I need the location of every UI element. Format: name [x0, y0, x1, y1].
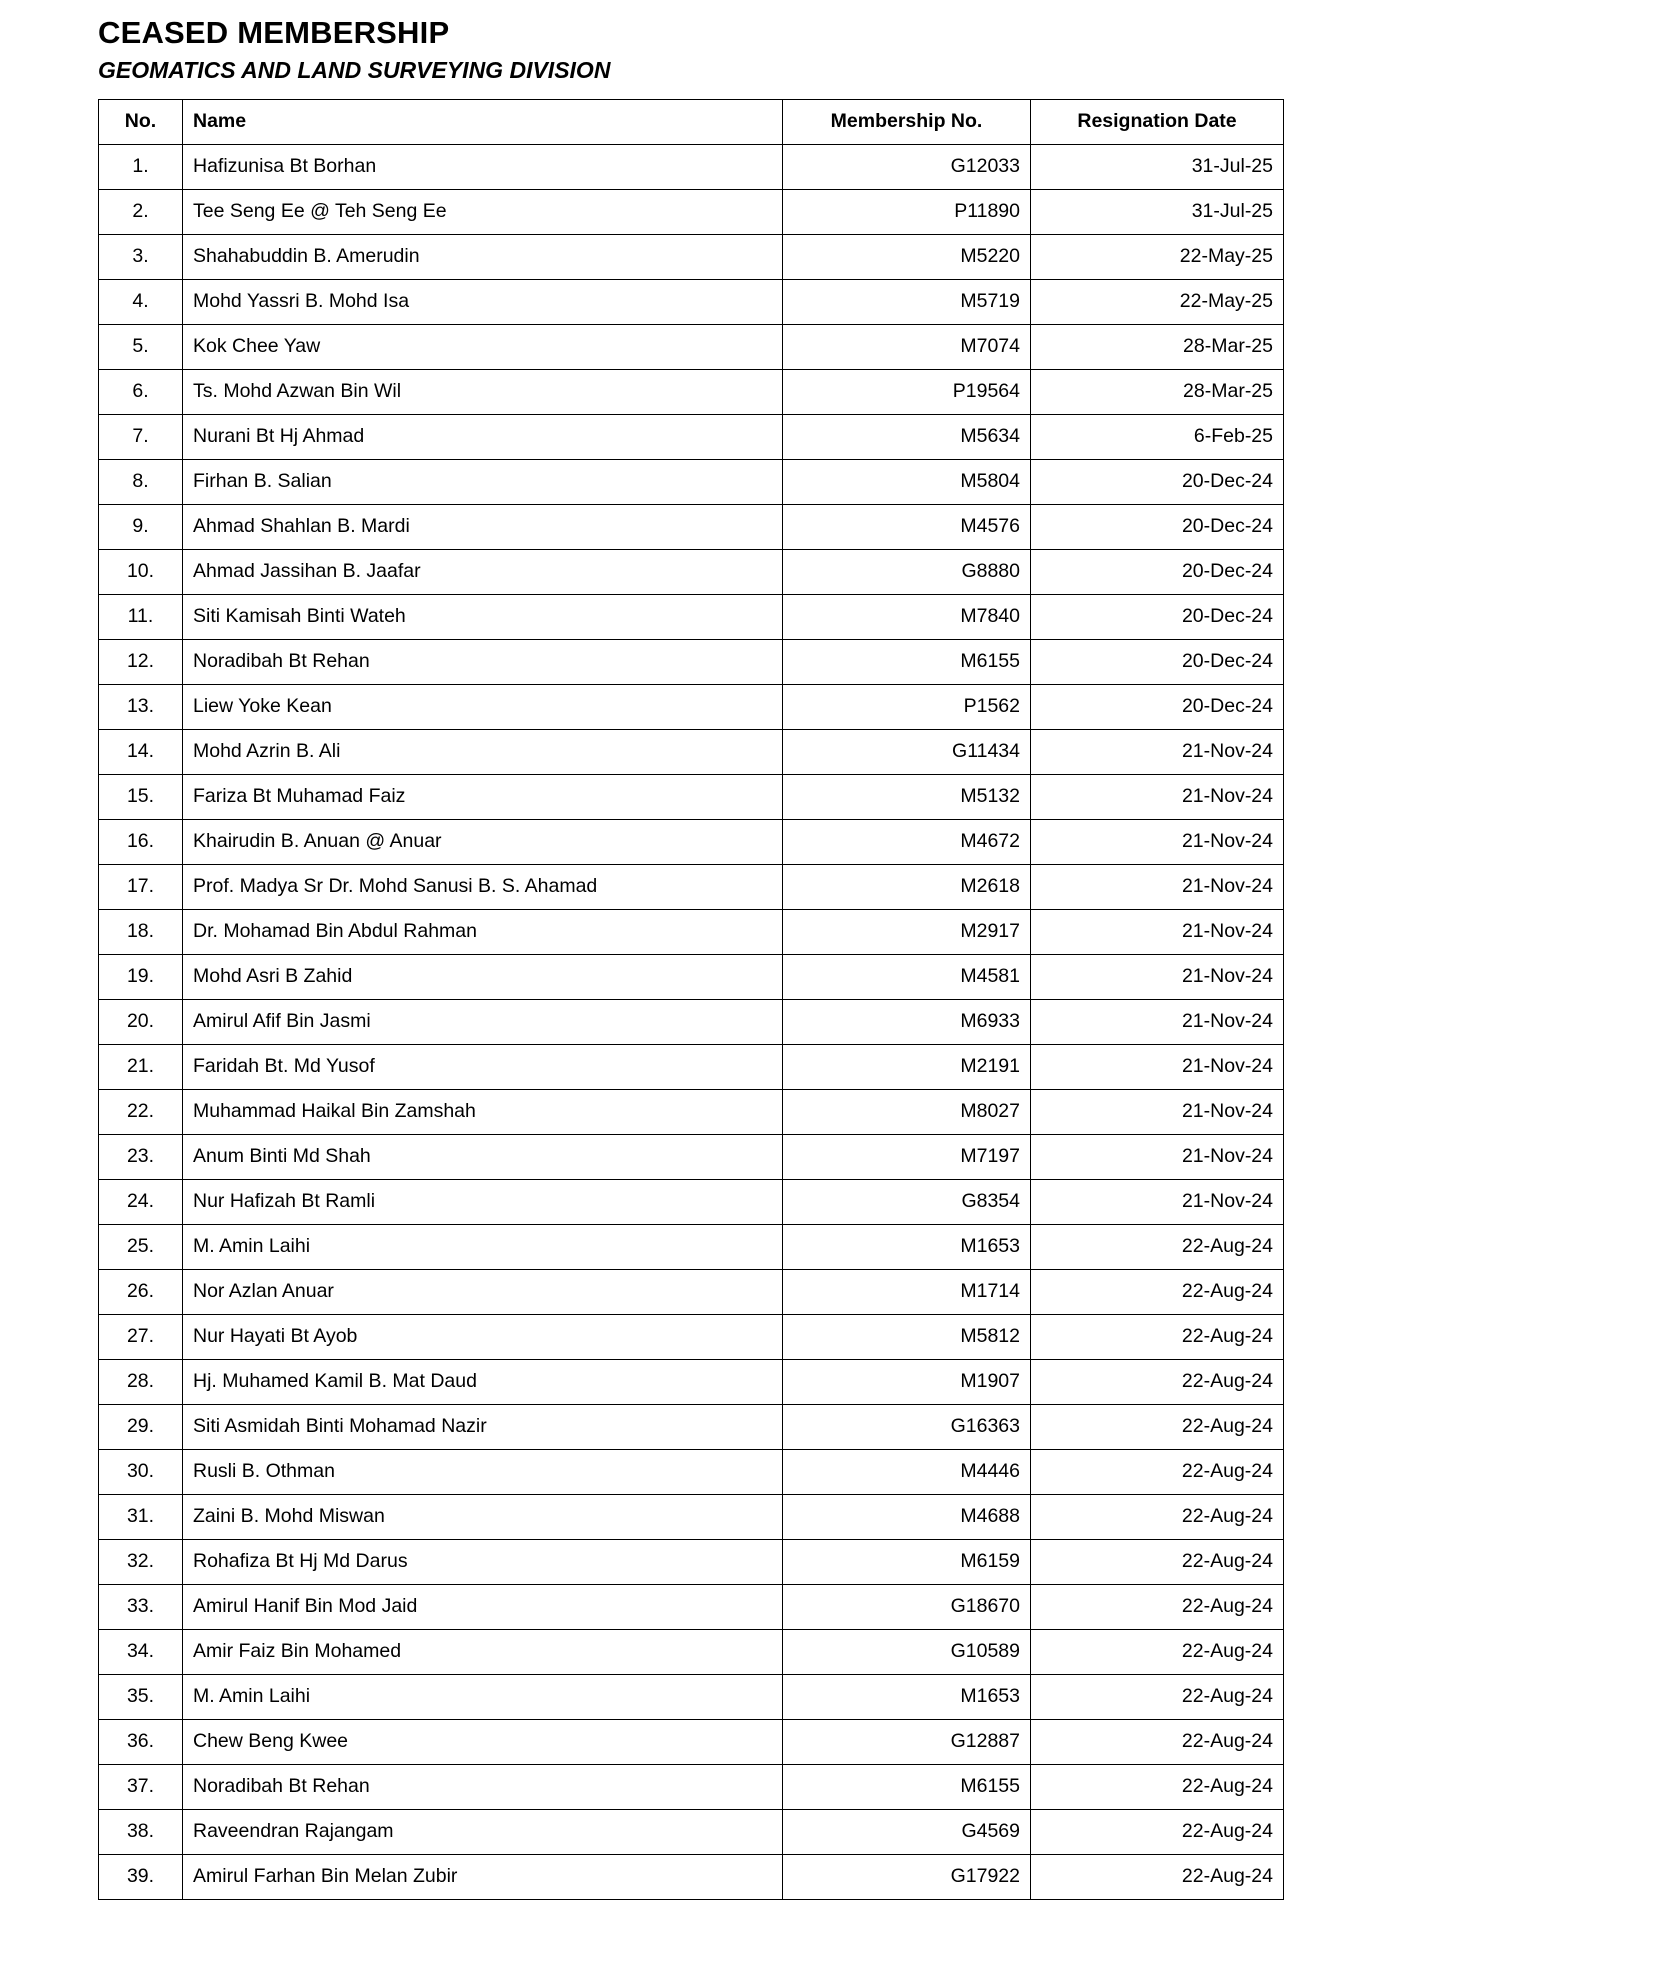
cell-resignation-date: 22-Aug-24 — [1031, 1359, 1284, 1404]
cell-name: Faridah Bt. Md Yusof — [183, 1044, 783, 1089]
cell-membership-no: M4581 — [783, 954, 1031, 999]
table-row — [99, 1224, 1284, 1269]
cell-name: Hafizunisa Bt Borhan — [183, 144, 783, 189]
cell-name: Shahabuddin B. Amerudin — [183, 234, 783, 279]
cell-resignation-date: 22-Aug-24 — [1031, 1809, 1284, 1854]
cell-no: 29. — [99, 1404, 183, 1449]
table-row — [99, 1134, 1284, 1179]
cell-membership-no: G4569 — [783, 1809, 1031, 1854]
cell-no: 16. — [99, 819, 183, 864]
column-header-membership-no: Membership No. — [783, 99, 1031, 144]
table-body — [99, 144, 1284, 1899]
cell-resignation-date: 6-Feb-25 — [1031, 414, 1284, 459]
cell-membership-no: G17922 — [783, 1854, 1031, 1899]
cell-resignation-date: 21-Nov-24 — [1031, 954, 1284, 999]
cell-name: Mohd Azrin B. Ali — [183, 729, 783, 774]
cell-no: 30. — [99, 1449, 183, 1494]
cell-name: Nur Hafizah Bt Ramli — [183, 1179, 783, 1224]
table-header — [99, 99, 1284, 144]
cell-name: Nurani Bt Hj Ahmad — [183, 414, 783, 459]
cell-resignation-date: 22-Aug-24 — [1031, 1269, 1284, 1314]
cell-no: 19. — [99, 954, 183, 999]
cell-membership-no: M7197 — [783, 1134, 1031, 1179]
cell-resignation-date: 20-Dec-24 — [1031, 684, 1284, 729]
table-row — [99, 1179, 1284, 1224]
table-row — [99, 594, 1284, 639]
column-header-resignation-date: Resignation Date — [1031, 99, 1284, 144]
cell-name: Chew Beng Kwee — [183, 1719, 783, 1764]
cell-membership-no: G16363 — [783, 1404, 1031, 1449]
cell-no: 34. — [99, 1629, 183, 1674]
cell-resignation-date: 20-Dec-24 — [1031, 639, 1284, 684]
table-row — [99, 144, 1284, 189]
cell-name: Siti Kamisah Binti Wateh — [183, 594, 783, 639]
cell-name: Mohd Asri B Zahid — [183, 954, 783, 999]
cell-name: Fariza Bt Muhamad Faiz — [183, 774, 783, 819]
cell-name: Amirul Hanif Bin Mod Jaid — [183, 1584, 783, 1629]
table-row — [99, 369, 1284, 414]
cell-name: Ahmad Jassihan B. Jaafar — [183, 549, 783, 594]
cell-resignation-date: 20-Dec-24 — [1031, 594, 1284, 639]
table-row — [99, 1404, 1284, 1449]
cell-membership-no: M2191 — [783, 1044, 1031, 1089]
cell-no: 13. — [99, 684, 183, 729]
cell-no: 23. — [99, 1134, 183, 1179]
cell-name: Amir Faiz Bin Mohamed — [183, 1629, 783, 1674]
cell-name: M. Amin Laihi — [183, 1674, 783, 1719]
cell-membership-no: M1653 — [783, 1224, 1031, 1269]
cell-resignation-date: 21-Nov-24 — [1031, 999, 1284, 1044]
cell-name: Tee Seng Ee @ Teh Seng Ee — [183, 189, 783, 234]
cell-name: Nor Azlan Anuar — [183, 1269, 783, 1314]
cell-membership-no: M1653 — [783, 1674, 1031, 1719]
cell-membership-no: M1714 — [783, 1269, 1031, 1314]
cell-resignation-date: 21-Nov-24 — [1031, 1134, 1284, 1179]
table-row — [99, 1584, 1284, 1629]
cell-membership-no: M6155 — [783, 639, 1031, 684]
cell-resignation-date: 21-Nov-24 — [1031, 1044, 1284, 1089]
ceased-membership-table — [98, 99, 1284, 1900]
table-row — [99, 819, 1284, 864]
table-row — [99, 1719, 1284, 1764]
cell-resignation-date: 22-Aug-24 — [1031, 1449, 1284, 1494]
cell-membership-no: G12887 — [783, 1719, 1031, 1764]
cell-membership-no: M1907 — [783, 1359, 1031, 1404]
cell-no: 1. — [99, 144, 183, 189]
page-subtitle: GEOMATICS AND LAND SURVEYING DIVISION — [98, 57, 611, 84]
table-row — [99, 1539, 1284, 1584]
table-row — [99, 909, 1284, 954]
cell-membership-no: P11890 — [783, 189, 1031, 234]
cell-name: Noradibah Bt Rehan — [183, 1764, 783, 1809]
cell-name: Zaini B. Mohd Miswan — [183, 1494, 783, 1539]
table-row — [99, 1089, 1284, 1134]
cell-name: Rohafiza Bt Hj Md Darus — [183, 1539, 783, 1584]
cell-name: Noradibah Bt Rehan — [183, 639, 783, 684]
cell-membership-no: M6155 — [783, 1764, 1031, 1809]
cell-resignation-date: 31-Jul-25 — [1031, 189, 1284, 234]
table-row — [99, 504, 1284, 549]
cell-resignation-date: 20-Dec-24 — [1031, 504, 1284, 549]
cell-membership-no: M5220 — [783, 234, 1031, 279]
table-row — [99, 234, 1284, 279]
cell-membership-no: P19564 — [783, 369, 1031, 414]
cell-no: 12. — [99, 639, 183, 684]
cell-resignation-date: 22-Aug-24 — [1031, 1494, 1284, 1539]
cell-no: 17. — [99, 864, 183, 909]
cell-membership-no: M7840 — [783, 594, 1031, 639]
cell-membership-no: M5804 — [783, 459, 1031, 504]
cell-no: 14. — [99, 729, 183, 774]
cell-resignation-date: 22-May-25 — [1031, 279, 1284, 324]
cell-membership-no: M7074 — [783, 324, 1031, 369]
table-row — [99, 954, 1284, 999]
cell-resignation-date: 28-Mar-25 — [1031, 324, 1284, 369]
cell-membership-no: G11434 — [783, 729, 1031, 774]
cell-name: M. Amin Laihi — [183, 1224, 783, 1269]
table-row — [99, 189, 1284, 234]
column-header-no: No. — [99, 99, 183, 144]
cell-resignation-date: 22-Aug-24 — [1031, 1854, 1284, 1899]
table-row — [99, 1809, 1284, 1854]
cell-resignation-date: 28-Mar-25 — [1031, 369, 1284, 414]
table-header-row — [99, 99, 1284, 144]
cell-membership-no: M5634 — [783, 414, 1031, 459]
cell-no: 2. — [99, 189, 183, 234]
table-row — [99, 999, 1284, 1044]
cell-membership-no: M6933 — [783, 999, 1031, 1044]
cell-membership-no: M4672 — [783, 819, 1031, 864]
cell-name: Siti Asmidah Binti Mohamad Nazir — [183, 1404, 783, 1449]
cell-name: Rusli B. Othman — [183, 1449, 783, 1494]
cell-no: 25. — [99, 1224, 183, 1269]
cell-name: Khairudin B. Anuan @ Anuar — [183, 819, 783, 864]
cell-membership-no: M4446 — [783, 1449, 1031, 1494]
cell-no: 5. — [99, 324, 183, 369]
cell-name: Ts. Mohd Azwan Bin Wil — [183, 369, 783, 414]
table-row — [99, 1854, 1284, 1899]
cell-no: 22. — [99, 1089, 183, 1134]
cell-no: 8. — [99, 459, 183, 504]
table-row — [99, 1494, 1284, 1539]
cell-resignation-date: 21-Nov-24 — [1031, 1179, 1284, 1224]
table-row — [99, 414, 1284, 459]
table-row — [99, 684, 1284, 729]
cell-resignation-date: 31-Jul-25 — [1031, 144, 1284, 189]
cell-no: 32. — [99, 1539, 183, 1584]
cell-resignation-date: 21-Nov-24 — [1031, 864, 1284, 909]
cell-no: 28. — [99, 1359, 183, 1404]
table-row — [99, 279, 1284, 324]
table-row — [99, 1449, 1284, 1494]
cell-no: 35. — [99, 1674, 183, 1719]
table-row — [99, 1044, 1284, 1089]
cell-resignation-date: 22-Aug-24 — [1031, 1764, 1284, 1809]
column-header-name: Name — [183, 99, 783, 144]
cell-membership-no: G12033 — [783, 144, 1031, 189]
cell-no: 15. — [99, 774, 183, 819]
cell-no: 3. — [99, 234, 183, 279]
cell-name: Anum Binti Md Shah — [183, 1134, 783, 1179]
cell-name: Raveendran Rajangam — [183, 1809, 783, 1854]
cell-resignation-date: 21-Nov-24 — [1031, 1089, 1284, 1134]
cell-resignation-date: 22-Aug-24 — [1031, 1224, 1284, 1269]
table-row — [99, 1629, 1284, 1674]
table-row — [99, 1764, 1284, 1809]
cell-resignation-date: 20-Dec-24 — [1031, 549, 1284, 594]
cell-membership-no: M5812 — [783, 1314, 1031, 1359]
cell-resignation-date: 22-Aug-24 — [1031, 1584, 1284, 1629]
cell-resignation-date: 22-May-25 — [1031, 234, 1284, 279]
cell-no: 36. — [99, 1719, 183, 1764]
table-row — [99, 1314, 1284, 1359]
cell-no: 21. — [99, 1044, 183, 1089]
cell-name: Mohd Yassri B. Mohd Isa — [183, 279, 783, 324]
table-row — [99, 774, 1284, 819]
cell-membership-no: M4576 — [783, 504, 1031, 549]
cell-name: Amirul Afif Bin Jasmi — [183, 999, 783, 1044]
cell-no: 10. — [99, 549, 183, 594]
cell-resignation-date: 21-Nov-24 — [1031, 909, 1284, 954]
cell-name: Liew Yoke Kean — [183, 684, 783, 729]
cell-name: Prof. Madya Sr Dr. Mohd Sanusi B. S. Ahamad — [183, 864, 783, 909]
cell-name: Hj. Muhamed Kamil B. Mat Daud — [183, 1359, 783, 1404]
cell-name: Amirul Farhan Bin Melan Zubir — [183, 1854, 783, 1899]
cell-no: 18. — [99, 909, 183, 954]
cell-no: 37. — [99, 1764, 183, 1809]
table-row — [99, 1269, 1284, 1314]
table-row — [99, 864, 1284, 909]
cell-no: 20. — [99, 999, 183, 1044]
cell-no: 26. — [99, 1269, 183, 1314]
cell-no: 33. — [99, 1584, 183, 1629]
cell-membership-no: M2917 — [783, 909, 1031, 954]
cell-membership-no: P1562 — [783, 684, 1031, 729]
cell-no: 9. — [99, 504, 183, 549]
table-row — [99, 459, 1284, 504]
cell-resignation-date: 22-Aug-24 — [1031, 1629, 1284, 1674]
cell-no: 4. — [99, 279, 183, 324]
cell-no: 27. — [99, 1314, 183, 1359]
cell-name: Muhammad Haikal Bin Zamshah — [183, 1089, 783, 1134]
table-row — [99, 729, 1284, 774]
cell-no: 11. — [99, 594, 183, 639]
page-title: CEASED MEMBERSHIP — [98, 15, 450, 50]
table-row — [99, 549, 1284, 594]
cell-no: 7. — [99, 414, 183, 459]
cell-membership-no: G8354 — [783, 1179, 1031, 1224]
cell-resignation-date: 21-Nov-24 — [1031, 819, 1284, 864]
cell-resignation-date: 21-Nov-24 — [1031, 729, 1284, 774]
cell-no: 24. — [99, 1179, 183, 1224]
cell-membership-no: M5719 — [783, 279, 1031, 324]
cell-name: Nur Hayati Bt Ayob — [183, 1314, 783, 1359]
cell-resignation-date: 21-Nov-24 — [1031, 774, 1284, 819]
cell-membership-no: G8880 — [783, 549, 1031, 594]
cell-resignation-date: 22-Aug-24 — [1031, 1404, 1284, 1449]
cell-no: 39. — [99, 1854, 183, 1899]
cell-resignation-date: 22-Aug-24 — [1031, 1539, 1284, 1584]
cell-membership-no: G18670 — [783, 1584, 1031, 1629]
cell-no: 38. — [99, 1809, 183, 1854]
cell-membership-no: G10589 — [783, 1629, 1031, 1674]
cell-resignation-date: 22-Aug-24 — [1031, 1674, 1284, 1719]
cell-membership-no: M8027 — [783, 1089, 1031, 1134]
cell-membership-no: M4688 — [783, 1494, 1031, 1539]
cell-membership-no: M2618 — [783, 864, 1031, 909]
cell-membership-no: M6159 — [783, 1539, 1031, 1584]
cell-no: 6. — [99, 369, 183, 414]
cell-name: Dr. Mohamad Bin Abdul Rahman — [183, 909, 783, 954]
table-row — [99, 1674, 1284, 1719]
cell-resignation-date: 22-Aug-24 — [1031, 1314, 1284, 1359]
cell-membership-no: M5132 — [783, 774, 1031, 819]
cell-name: Firhan B. Salian — [183, 459, 783, 504]
cell-resignation-date: 20-Dec-24 — [1031, 459, 1284, 504]
table-row — [99, 639, 1284, 684]
cell-name: Ahmad Shahlan B. Mardi — [183, 504, 783, 549]
cell-no: 31. — [99, 1494, 183, 1539]
table-row — [99, 324, 1284, 369]
table-row — [99, 1359, 1284, 1404]
cell-resignation-date: 22-Aug-24 — [1031, 1719, 1284, 1764]
cell-name: Kok Chee Yaw — [183, 324, 783, 369]
